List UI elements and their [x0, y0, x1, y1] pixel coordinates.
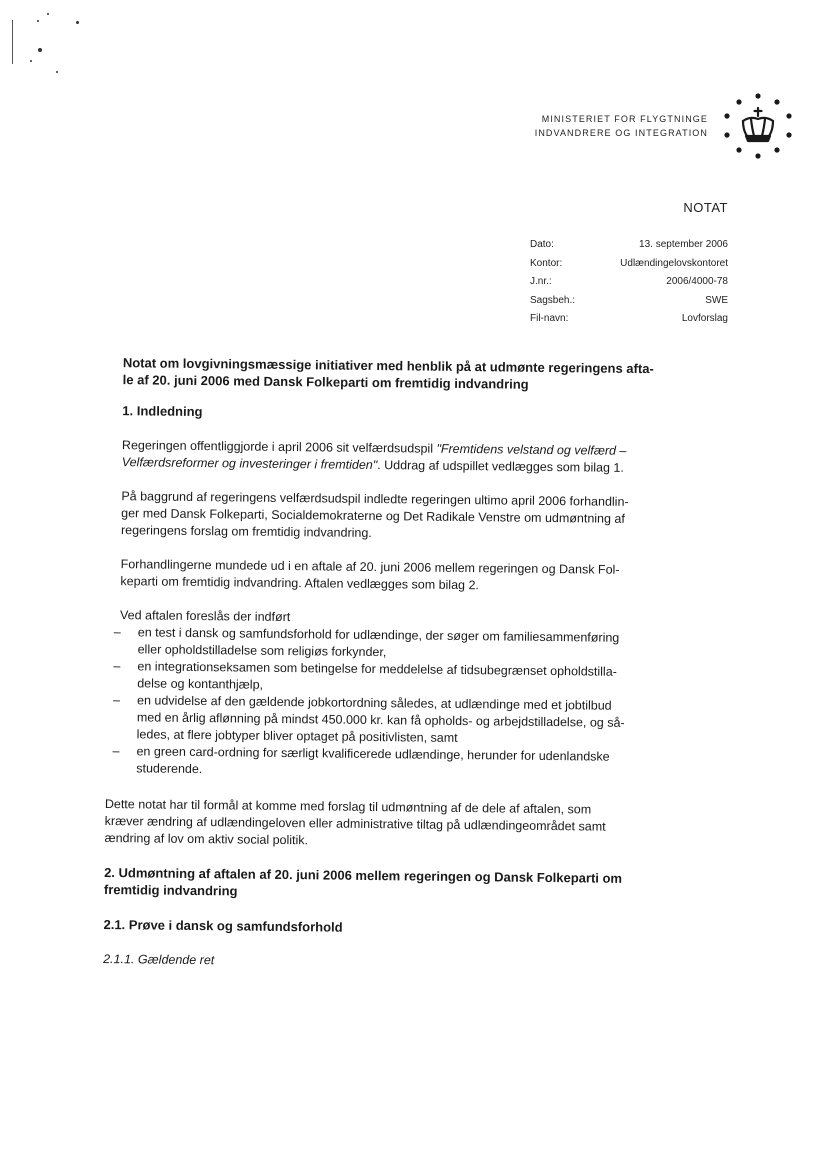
paragraph-4 — [104, 796, 650, 853]
crown-with-stars-icon — [718, 88, 798, 168]
line: ger med Dansk Folkeparti, Socialdemokraterne og Det Radikale Venstre om udmøntning af — [121, 506, 625, 526]
meta-value: Lovforslag — [681, 313, 728, 324]
meta-label: Fil-navn: — [530, 313, 569, 324]
italic-title: "Fremtidens velstand og velfærd – — [436, 441, 627, 458]
scan-speck — [76, 21, 79, 24]
meta-row-office — [530, 255, 728, 274]
meta-row-journal — [530, 273, 728, 292]
line: med en årlig aflønning på mindst 450.000 kr. kan få opholds- og arbejdstilladelse, og så- — [136, 710, 625, 730]
section-2-1-1-heading: 2.1.1. Gældende ret — [103, 951, 215, 968]
list-dash: – — [113, 625, 121, 640]
paragraph-1 — [122, 437, 654, 477]
scan-speck — [38, 48, 42, 52]
section-1-heading: 1. Indledning — [122, 403, 203, 420]
paragraph-2 — [121, 488, 654, 545]
scan-speck — [12, 20, 13, 64]
scan-speck — [30, 60, 32, 62]
line: ændring af lov om aktiv social politik. — [104, 830, 309, 848]
title-line: Notat om lovgivningsmæssige initiativer med henblik på at udmønte regeringens afta- — [122, 355, 654, 377]
meta-value: 13. september 2006 — [639, 239, 728, 250]
line: en integrationseksamen som betingelse for meddelelse af tidsubegrænset opholdstilla- — [137, 659, 617, 679]
list-item — [112, 743, 650, 783]
line: en green card-ordning for særligt kvalificerede udlændinge, herunder for udenlandske — [136, 744, 610, 764]
ministry-name — [520, 112, 708, 140]
line: studerende. — [136, 761, 203, 777]
document-title — [123, 354, 655, 394]
list-intro: Ved aftalen foreslås der indført — [119, 608, 291, 625]
meta-value: Udlændingelovskontoret — [620, 257, 728, 269]
ministry-line-1: MINISTERIET FOR FLYGTNINGE — [541, 114, 708, 124]
line: delse og kontanthjælp, — [137, 676, 264, 692]
metadata-block — [530, 236, 728, 329]
line: ledes, at flere jobtyper bliver optaget på positivlisten, samt — [136, 727, 458, 745]
text: . Uddrag af udspillet vedlægges som bilag 1. — [377, 458, 624, 475]
scan-speck — [56, 71, 58, 73]
meta-row-filename — [530, 310, 728, 329]
line: fremtidig indvandring — [103, 881, 238, 899]
paragraph-3 — [120, 556, 652, 596]
meta-row-date — [530, 236, 728, 255]
meta-row-case-officer — [530, 292, 728, 311]
meta-value: SWE — [705, 294, 728, 306]
line: regeringens forslag om fremtidig indvandring. — [120, 523, 372, 540]
line: På baggrund af regeringens velfærdsudspil indledte regeringen ultimo april 2006 forhandlin- — [121, 489, 629, 509]
scan-speck — [47, 13, 49, 15]
meta-label: Kontor: — [530, 257, 563, 269]
line: Forhandlingerne mundede ud i en aftale af 20. juni 2006 mellem regeringen og Dansk Fol- — [120, 557, 620, 577]
text: Regeringen offentliggjorde i april 2006 sit velfærdsudspil — [121, 438, 437, 456]
document-type: NOTAT — [683, 200, 728, 215]
line: keparti om fremtidig indvandring. Aftalen vedlægges som bilag 2. — [120, 574, 480, 593]
list-item — [112, 692, 652, 749]
line: en udvidelse af den gældende jobkortordning således, at udlændinge med et jobtilbud — [136, 693, 612, 713]
list-dash: – — [112, 693, 121, 708]
meta-label: Dato: — [530, 239, 554, 250]
proposal-list — [112, 624, 652, 783]
section-2-heading — [104, 864, 649, 904]
line: eller opholdstilladelse som religiøs forkynder, — [137, 642, 387, 660]
meta-label: Sagsbeh.: — [530, 294, 576, 306]
list-dash: – — [113, 659, 121, 674]
meta-value: 2006/4000-78 — [666, 276, 728, 287]
document-body — [103, 354, 655, 974]
scan-speck — [37, 20, 39, 22]
line: kræver ændring af udlændingeloven eller administrative tiltag på udlændingeområdet samt — [104, 813, 606, 834]
ministry-line-2: INDVANDRERE OG INTEGRATION — [534, 128, 708, 138]
meta-label: J.nr.: — [530, 276, 552, 287]
italic-title: Velfærdsreformer og investeringer i fremtiden" — [121, 455, 378, 473]
title-line: le af 20. juni 2006 med Dansk Folkeparti om fremtidig indvandring — [122, 372, 529, 392]
line: 2. Udmøntning af aftalen af 20. juni 2006 mellem regeringen og Dansk Folkeparti om — [104, 864, 623, 886]
line: en test i dansk og samfundsforhold for udlændinge, der søger om familiesammenføring — [137, 625, 620, 645]
list-dash: – — [112, 744, 120, 759]
line: Dette notat har til formål at komme med forslag til udmøntning af de dele af aftalen, som — [104, 796, 592, 817]
section-2-1-heading: 2.1. Prøve i dansk og samfundsforhold — [103, 916, 343, 935]
